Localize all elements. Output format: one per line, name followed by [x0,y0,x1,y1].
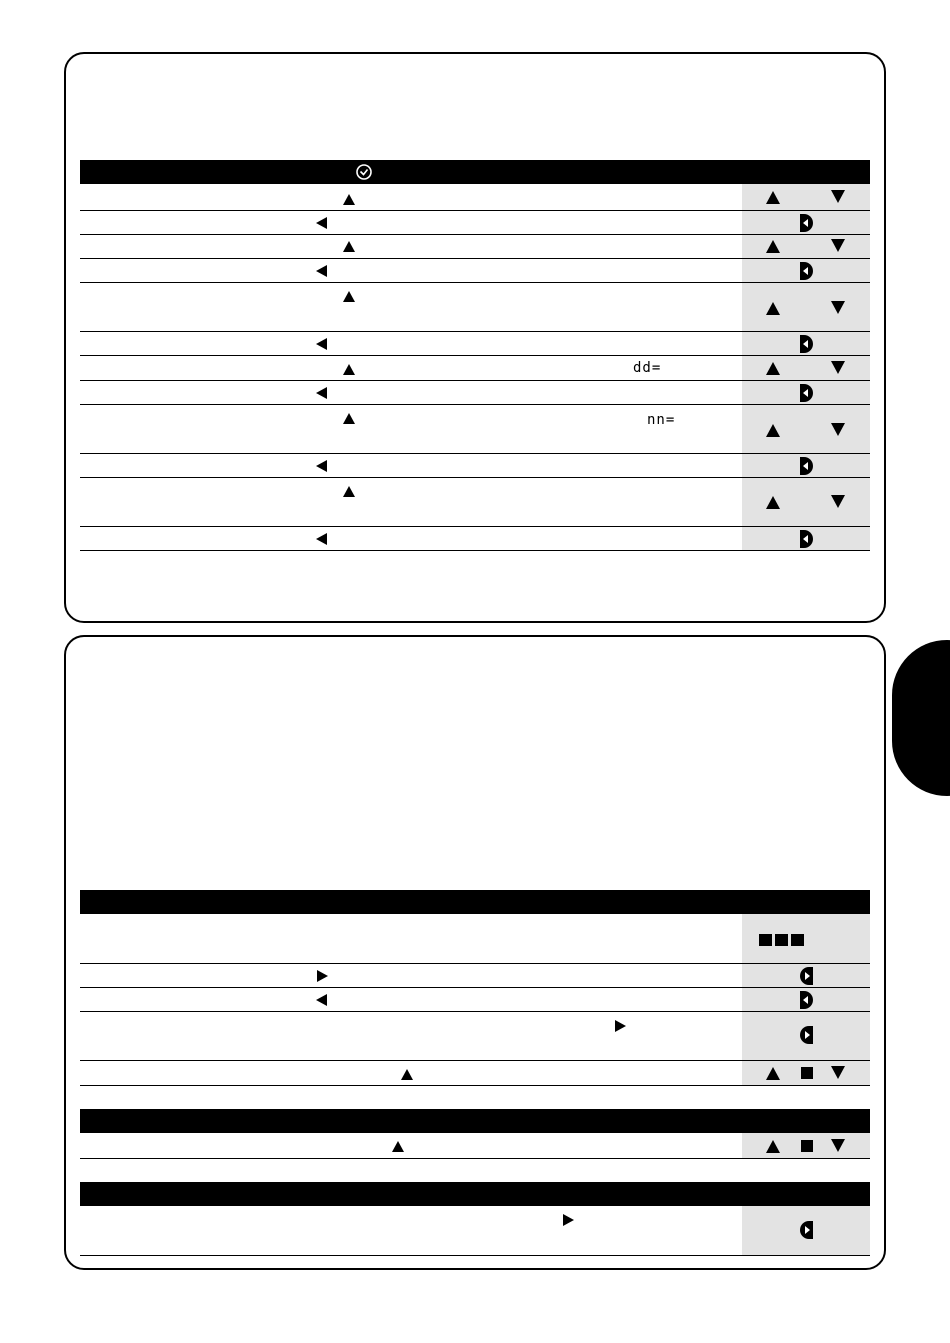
table-row [80,405,870,454]
up-arrow-key-icon [765,189,781,205]
table-row [80,988,870,1012]
table-row [80,184,870,211]
down-arrow-key-icon [830,360,846,376]
table-row [80,478,870,527]
up-arrow-key-icon [765,422,781,438]
enter-key-icon [798,990,814,1010]
table-row [80,356,870,381]
left-triangle-icon [314,385,330,401]
right-triangle-icon [560,1212,576,1228]
three-squares-icon [759,933,807,947]
left-triangle-icon [314,531,330,547]
table-row [80,914,870,964]
back-key-icon [799,1025,815,1045]
table-row [80,1206,870,1256]
table-row [80,454,870,478]
up-arrow-key-icon [765,300,781,316]
down-arrow-key-icon [830,300,846,316]
key-column [742,405,870,453]
down-arrow-key-icon [830,422,846,438]
table-row [80,527,870,551]
table-header-bar [80,890,870,914]
key-column [742,184,870,210]
enter-key-icon [798,334,814,354]
up-arrow-key-icon [765,1138,781,1154]
up-triangle-icon [390,1139,406,1155]
down-arrow-key-icon [830,1138,846,1154]
up-triangle-icon [341,362,357,378]
display-text-dd: dd= [633,360,662,376]
up-arrow-key-icon [765,360,781,376]
key-column [742,478,870,526]
table-row [80,1012,870,1061]
down-arrow-key-icon [830,1065,846,1081]
right-triangle-icon [314,968,330,984]
key-column [742,356,870,380]
key-column [742,283,870,331]
up-arrow-key-icon [765,238,781,254]
left-triangle-icon [314,263,330,279]
left-triangle-icon [314,336,330,352]
back-key-icon [799,966,815,986]
stop-key-icon [799,1065,815,1081]
up-triangle-icon [341,484,357,500]
table-row [80,1133,870,1159]
down-arrow-key-icon [830,494,846,510]
enter-key-icon [798,213,814,233]
table-row [80,381,870,405]
table-header-bar [80,1109,870,1133]
table-header-bar [80,160,870,184]
enter-key-icon [798,383,814,403]
table-row [80,259,870,283]
table-header-bar [80,1182,870,1206]
back-key-icon [799,1220,815,1240]
left-triangle-icon [314,458,330,474]
table-row [80,211,870,235]
table-row [80,964,870,988]
table-row [80,1061,870,1086]
enter-key-icon [798,456,814,476]
up-triangle-icon [341,289,357,305]
up-triangle-icon [341,192,357,208]
stop-key-icon [799,1138,815,1154]
down-arrow-key-icon [830,238,846,254]
table-row [80,235,870,259]
left-triangle-icon [314,992,330,1008]
table-row [80,332,870,356]
table-row [80,283,870,332]
up-arrow-key-icon [765,494,781,510]
section-tab [892,640,950,796]
up-triangle-icon [399,1067,415,1083]
up-arrow-key-icon [765,1065,781,1081]
right-triangle-icon [612,1018,628,1034]
down-arrow-key-icon [830,189,846,205]
up-triangle-icon [341,411,357,427]
enter-key-icon [798,261,814,281]
key-column [742,235,870,258]
display-text-nn: nn= [647,412,676,428]
clock-icon [355,163,373,181]
up-triangle-icon [341,239,357,255]
left-triangle-icon [314,215,330,231]
enter-key-icon [798,529,814,549]
